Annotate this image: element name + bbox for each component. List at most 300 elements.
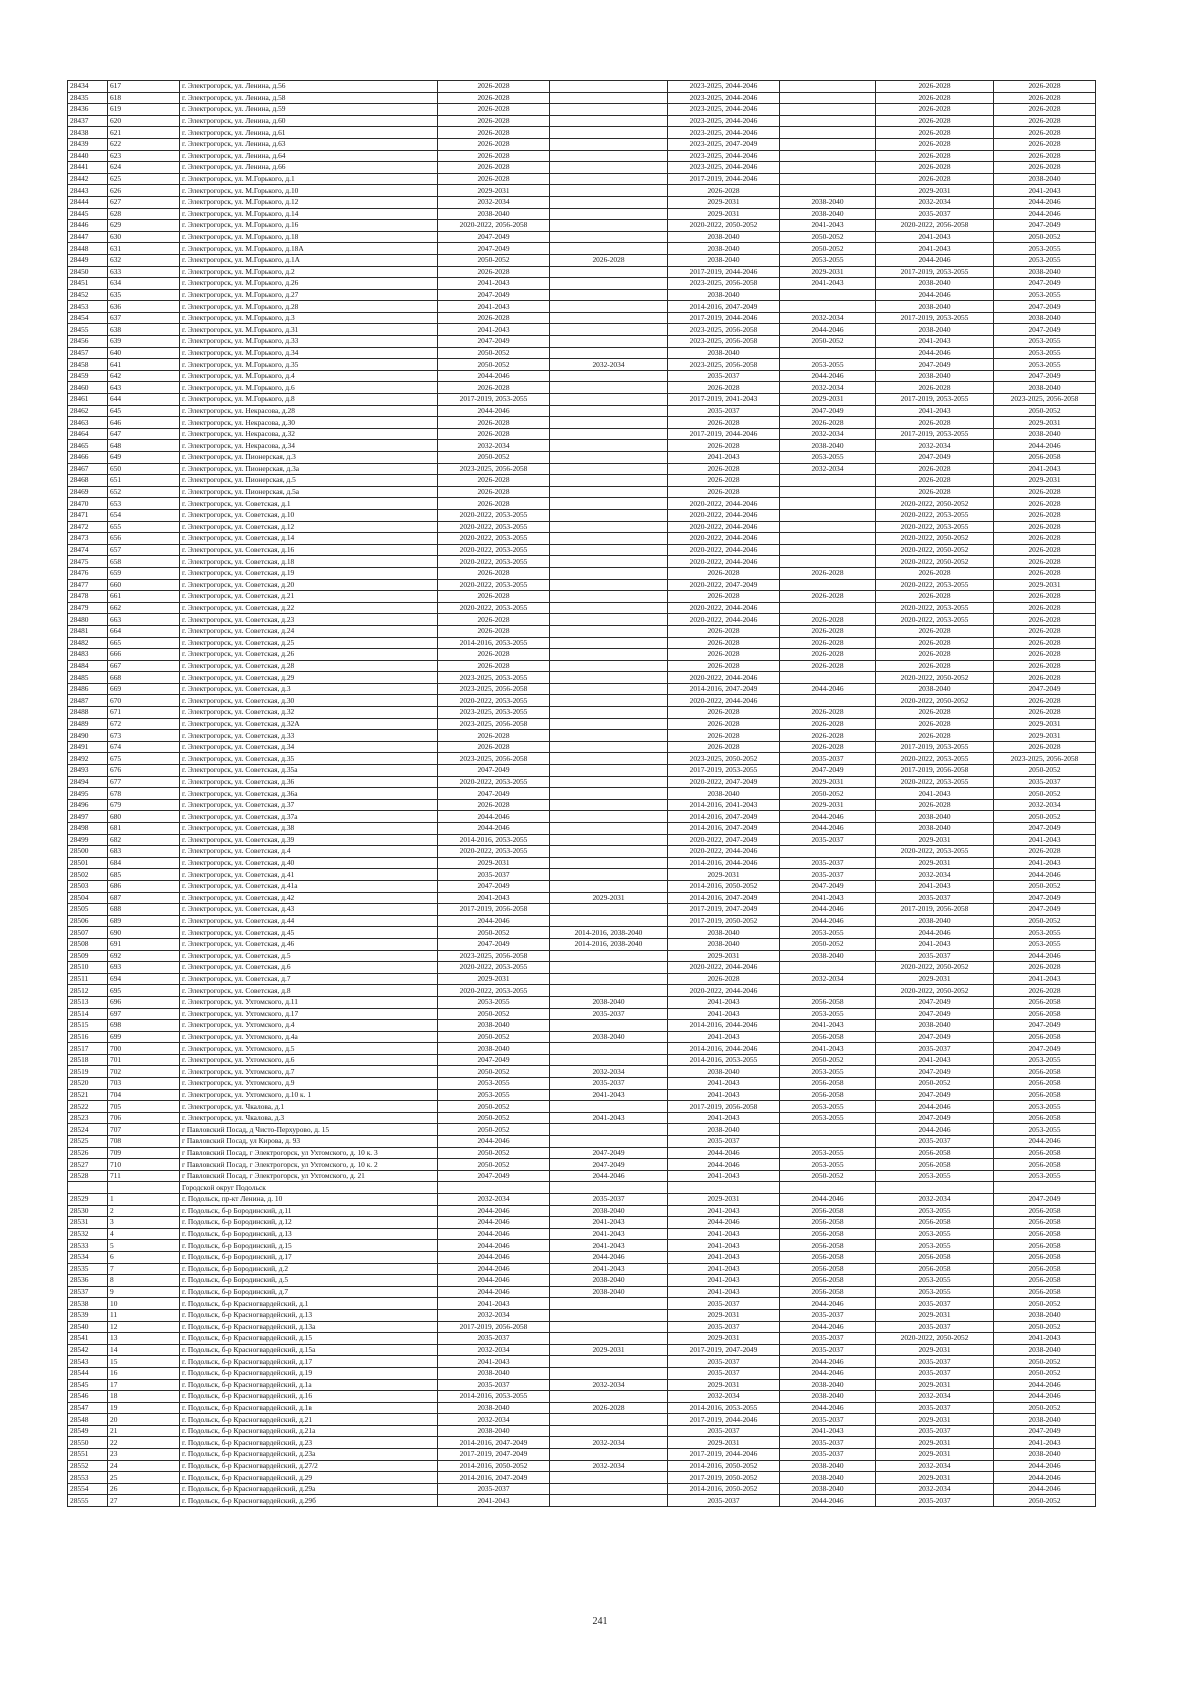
period-cell-2: 2038-2040 [550, 1275, 668, 1287]
period-cell-2: 2041-2043 [550, 1089, 668, 1101]
period-cell-6: 2029-2031 [994, 718, 1096, 730]
row-id-cell: 28528 [68, 1170, 108, 1182]
row-number-cell: 621 [108, 127, 180, 139]
period-cell-2 [550, 278, 668, 290]
row-id-cell: 28479 [68, 602, 108, 614]
period-cell-3: 2020-2022, 2047-2049 [668, 834, 780, 846]
period-cell-5: 2032-2034 [876, 1483, 994, 1495]
period-cell-2: 2041-2043 [550, 1228, 668, 1240]
period-cell-1: 2026-2028 [438, 498, 550, 510]
address-cell: г. Электрогорск, ул. М.Горького, д.33 [180, 336, 438, 348]
table-row [68, 660, 1096, 672]
period-cell-5: 2035-2037 [876, 1043, 994, 1055]
period-cell-1: 2020-2022, 2053-2055 [438, 521, 550, 533]
address-cell: г. Подольск, б-р Красногвардейский, д.19 [180, 1367, 438, 1379]
period-cell-4: 2026-2028 [780, 707, 876, 719]
address-cell: г Павловский Посад, д Чисто-Перхурово, д. 15 [180, 1124, 438, 1136]
address-cell: г. Электрогорск, ул. Советская, д.33 [180, 730, 438, 742]
period-cell-3: 2020-2022, 2044-2046 [668, 556, 780, 568]
address-cell: г. Электрогорск, ул. Советская, д.24 [180, 625, 438, 637]
period-cell-1: 2044-2046 [438, 1136, 550, 1148]
row-number-cell: 694 [108, 973, 180, 985]
period-cell-4: 2035-2037 [780, 869, 876, 881]
period-cell-1: 2050-2052 [438, 1159, 550, 1171]
period-cell-3: 2041-2043 [668, 452, 780, 464]
period-cell-4: 2056-2058 [780, 1078, 876, 1090]
period-cell-4 [780, 185, 876, 197]
period-cell-1: 2014-2016, 2053-2055 [438, 834, 550, 846]
period-cell-6: 2053-2055 [994, 336, 1096, 348]
period-cell-2 [550, 799, 668, 811]
address-cell: г. Электрогорск, ул. Ухтомского, д.4а [180, 1031, 438, 1043]
period-cell-4: 2026-2028 [780, 625, 876, 637]
address-cell: г. Электрогорск, ул. Пионерская, д.3 [180, 452, 438, 464]
row-number-cell: 668 [108, 672, 180, 684]
row-number-cell: 20 [108, 1414, 180, 1426]
period-cell-5: 2050-2052 [876, 1078, 994, 1090]
address-cell: г. Электрогорск, ул. Ленина, д.56 [180, 81, 438, 93]
address-cell: г. Электрогорск, ул. Ленина, д.63 [180, 138, 438, 150]
period-cell-1: 2044-2046 [438, 1286, 550, 1298]
period-cell-6: 2050-2052 [994, 788, 1096, 800]
period-cell-2 [550, 138, 668, 150]
period-cell-2: 2041-2043 [550, 1263, 668, 1275]
row-id-cell: 28492 [68, 753, 108, 765]
period-cell-3: 2026-2028 [668, 973, 780, 985]
address-cell: г. Электрогорск, ул. М.Горького, д.35 [180, 359, 438, 371]
row-number-cell: 711 [108, 1170, 180, 1182]
row-id-cell: 28478 [68, 591, 108, 603]
period-cell-1: 2026-2028 [438, 649, 550, 661]
period-cell-5: 2017-2019, 2053-2055 [876, 312, 994, 324]
period-cell-3: 2044-2046 [668, 1159, 780, 1171]
period-cell-3: 2026-2028 [668, 417, 780, 429]
row-number-cell: 704 [108, 1089, 180, 1101]
table-row [68, 625, 1096, 637]
period-cell-3: 2038-2040 [668, 938, 780, 950]
period-cell-5: 2026-2028 [876, 463, 994, 475]
address-cell: г. Электрогорск, ул. М.Горького, д.8 [180, 394, 438, 406]
period-cell-6: 2038-2040 [994, 428, 1096, 440]
period-cell-2 [550, 1124, 668, 1136]
period-cell-3: 2041-2043 [668, 1286, 780, 1298]
period-cell-5: 2056-2058 [876, 1159, 994, 1171]
period-cell-4: 2050-2052 [780, 788, 876, 800]
table-row [68, 811, 1096, 823]
period-cell-5: 2017-2019, 2053-2055 [876, 394, 994, 406]
row-number-cell: 654 [108, 509, 180, 521]
period-cell-6: 2041-2043 [994, 973, 1096, 985]
address-cell: г. Электрогорск, ул. Чкалова, д.3 [180, 1112, 438, 1124]
period-cell-2 [550, 834, 668, 846]
period-cell-2: 2044-2046 [550, 1170, 668, 1182]
period-cell-5: 2026-2028 [876, 417, 994, 429]
address-cell: г. Электрогорск, ул. Советская, д.39 [180, 834, 438, 846]
period-cell-1: 2053-2055 [438, 996, 550, 1008]
table-row [68, 1321, 1096, 1333]
empty-cell [668, 1182, 780, 1194]
period-cell-6: 2041-2043 [994, 1437, 1096, 1449]
address-cell: г. Электрогорск, ул. Советская, д.30 [180, 695, 438, 707]
address-cell: г. Электрогорск, ул. Советская, д.28 [180, 660, 438, 672]
period-cell-1: 2047-2049 [438, 1170, 550, 1182]
row-id-cell: 28520 [68, 1078, 108, 1090]
period-cell-6: 2050-2052 [994, 1402, 1096, 1414]
period-cell-2 [550, 533, 668, 545]
period-cell-5: 2017-2019, 2053-2055 [876, 428, 994, 440]
period-cell-1: 2020-2022, 2053-2055 [438, 579, 550, 591]
period-cell-5: 2044-2046 [876, 289, 994, 301]
period-cell-3: 2020-2022, 2044-2046 [668, 962, 780, 974]
period-cell-2 [550, 591, 668, 603]
row-number-cell: 652 [108, 486, 180, 498]
period-cell-1: 2026-2028 [438, 81, 550, 93]
period-cell-3: 2023-2025, 2044-2046 [668, 92, 780, 104]
table-row [68, 359, 1096, 371]
table-row [68, 1020, 1096, 1032]
period-cell-4: 2032-2034 [780, 463, 876, 475]
period-cell-6: 2047-2049 [994, 220, 1096, 232]
row-number-cell: 644 [108, 394, 180, 406]
address-cell: г. Электрогорск, ул. М.Горького, д.34 [180, 347, 438, 359]
row-id-cell: 28499 [68, 834, 108, 846]
period-cell-6: 2050-2052 [994, 405, 1096, 417]
table-row [68, 208, 1096, 220]
period-cell-3: 2014-2016, 2047-2049 [668, 683, 780, 695]
address-cell: г. Электрогорск, ул. М.Горького, д.1 [180, 173, 438, 185]
period-cell-4: 2056-2058 [780, 1275, 876, 1287]
table-row [68, 1031, 1096, 1043]
period-cell-3: 2023-2025, 2044-2046 [668, 81, 780, 93]
empty-cell [550, 1182, 668, 1194]
period-cell-3: 2029-2031 [668, 869, 780, 881]
period-cell-5: 2017-2019, 2053-2055 [876, 266, 994, 278]
period-cell-1: 2050-2052 [438, 1101, 550, 1113]
period-cell-5: 2053-2055 [876, 1286, 994, 1298]
row-id-cell: 28463 [68, 417, 108, 429]
row-number-cell: 23 [108, 1449, 180, 1461]
address-cell: г. Подольск, б-р Бородинский, д.15 [180, 1240, 438, 1252]
address-cell: г. Электрогорск, ул. Советская, д.20 [180, 579, 438, 591]
row-id-cell: 28544 [68, 1367, 108, 1379]
table-row [68, 741, 1096, 753]
period-cell-3: 2023-2025, 2044-2046 [668, 162, 780, 174]
period-cell-5: 2029-2031 [876, 185, 994, 197]
table-row [68, 196, 1096, 208]
period-cell-3: 2029-2031 [668, 1437, 780, 1449]
period-cell-4 [780, 672, 876, 684]
period-cell-3: 2020-2022, 2047-2049 [668, 776, 780, 788]
period-cell-3: 2035-2037 [668, 1356, 780, 1368]
row-number-cell: 27 [108, 1495, 180, 1507]
row-number-cell: 703 [108, 1078, 180, 1090]
period-cell-4: 2044-2046 [780, 1298, 876, 1310]
row-number-cell: 632 [108, 254, 180, 266]
period-cell-1: 2047-2049 [438, 336, 550, 348]
period-cell-4: 2035-2037 [780, 1449, 876, 1461]
period-cell-4: 2032-2034 [780, 973, 876, 985]
period-cell-5: 2020-2022, 2050-2052 [876, 985, 994, 997]
row-id-cell: 28555 [68, 1495, 108, 1507]
period-cell-3: 2035-2037 [668, 370, 780, 382]
period-cell-4 [780, 301, 876, 313]
row-number-cell: 697 [108, 1008, 180, 1020]
period-cell-6: 2047-2049 [994, 1020, 1096, 1032]
period-cell-2: 2041-2043 [550, 1112, 668, 1124]
period-cell-4: 2035-2037 [780, 1344, 876, 1356]
period-cell-4 [780, 475, 876, 487]
period-cell-6: 2050-2052 [994, 1495, 1096, 1507]
row-id-cell: 28481 [68, 625, 108, 637]
row-id-cell: 28455 [68, 324, 108, 336]
period-cell-2 [550, 823, 668, 835]
address-cell: г. Электрогорск, ул. Советская, д.8 [180, 985, 438, 997]
empty-cell [68, 1182, 108, 1194]
period-cell-1: 2026-2028 [438, 741, 550, 753]
table-row [68, 788, 1096, 800]
row-number-cell: 627 [108, 196, 180, 208]
row-id-cell: 28513 [68, 996, 108, 1008]
period-cell-1: 2026-2028 [438, 567, 550, 579]
period-cell-5: 2029-2031 [876, 1414, 994, 1426]
period-cell-5: 2035-2037 [876, 1425, 994, 1437]
period-cell-1: 2020-2022, 2053-2055 [438, 544, 550, 556]
row-number-cell: 699 [108, 1031, 180, 1043]
period-cell-3: 2038-2040 [668, 1124, 780, 1136]
period-cell-2 [550, 486, 668, 498]
address-cell: г. Электрогорск, ул. Ухтомского, д.17 [180, 1008, 438, 1020]
address-cell: г. Подольск, б-р Бородинский, д.13 [180, 1228, 438, 1240]
period-cell-6: 2038-2040 [994, 1344, 1096, 1356]
period-cell-3: 2038-2040 [668, 254, 780, 266]
period-cell-6: 2050-2052 [994, 1321, 1096, 1333]
period-cell-5: 2041-2043 [876, 336, 994, 348]
period-cell-2 [550, 950, 668, 962]
period-cell-5: 2035-2037 [876, 1356, 994, 1368]
period-cell-5: 2026-2028 [876, 162, 994, 174]
table-row [68, 92, 1096, 104]
period-cell-6: 2044-2046 [994, 1136, 1096, 1148]
row-number-cell: 687 [108, 892, 180, 904]
period-cell-6: 2026-2028 [994, 138, 1096, 150]
row-number-cell: 647 [108, 428, 180, 440]
period-cell-6: 2056-2058 [994, 1286, 1096, 1298]
period-cell-3: 2014-2016, 2044-2046 [668, 857, 780, 869]
table-row [68, 521, 1096, 533]
section-title: Городской округ Подольск [180, 1182, 438, 1194]
period-cell-2 [550, 1333, 668, 1345]
row-id-cell: 28490 [68, 730, 108, 742]
table-row [68, 927, 1096, 939]
table-row [68, 1286, 1096, 1298]
row-number-cell: 705 [108, 1101, 180, 1113]
period-cell-3: 2014-2016, 2050-2052 [668, 1460, 780, 1472]
period-cell-6: 2026-2028 [994, 521, 1096, 533]
address-cell: г. Электрогорск, ул. Советская, д.37 [180, 799, 438, 811]
period-cell-3: 2020-2022, 2044-2046 [668, 614, 780, 626]
period-cell-6: 2053-2055 [994, 1054, 1096, 1066]
period-cell-1: 2041-2043 [438, 892, 550, 904]
address-cell: г. Электрогорск, ул. Чкалова, д.1 [180, 1101, 438, 1113]
period-cell-2 [550, 730, 668, 742]
row-number-cell: 4 [108, 1228, 180, 1240]
address-cell: г. Электрогорск, ул. Некрасова, д.32 [180, 428, 438, 440]
period-cell-4: 2038-2040 [780, 1460, 876, 1472]
period-cell-2 [550, 1414, 668, 1426]
row-id-cell: 28484 [68, 660, 108, 672]
row-number-cell: 19 [108, 1402, 180, 1414]
period-cell-6: 2053-2055 [994, 1101, 1096, 1113]
period-cell-4: 2056-2058 [780, 1251, 876, 1263]
row-number-cell: 17 [108, 1379, 180, 1391]
row-id-cell: 28465 [68, 440, 108, 452]
table-row [68, 1275, 1096, 1287]
period-cell-1: 2041-2043 [438, 324, 550, 336]
period-cell-6: 2044-2046 [994, 869, 1096, 881]
period-cell-4: 2029-2031 [780, 776, 876, 788]
period-cell-1: 2044-2046 [438, 370, 550, 382]
period-cell-1: 2029-2031 [438, 857, 550, 869]
address-cell: г. Электрогорск, ул. Советская, д.43 [180, 904, 438, 916]
table-row [68, 602, 1096, 614]
table-row [68, 1159, 1096, 1171]
period-cell-6: 2029-2031 [994, 730, 1096, 742]
period-cell-4: 2053-2055 [780, 1147, 876, 1159]
row-number-cell: 673 [108, 730, 180, 742]
row-number-cell: 633 [108, 266, 180, 278]
row-id-cell: 28501 [68, 857, 108, 869]
period-cell-2 [550, 614, 668, 626]
address-cell: г. Электрогорск, ул. Ленина, д.59 [180, 104, 438, 116]
period-cell-2 [550, 440, 668, 452]
period-cell-1: 2020-2022, 2053-2055 [438, 962, 550, 974]
period-cell-6: 2056-2058 [994, 1159, 1096, 1171]
address-cell: г. Электрогорск, ул. Советская, д.32 [180, 707, 438, 719]
period-cell-5: 2041-2043 [876, 880, 994, 892]
row-id-cell: 28496 [68, 799, 108, 811]
table-row [68, 312, 1096, 324]
row-number-cell: 679 [108, 799, 180, 811]
period-cell-3: 2026-2028 [668, 440, 780, 452]
period-cell-3: 2041-2043 [668, 1170, 780, 1182]
period-cell-3: 2017-2019, 2044-2046 [668, 428, 780, 440]
address-cell: г. Электрогорск, ул. М.Горького, д.16 [180, 220, 438, 232]
period-cell-4: 2056-2058 [780, 1286, 876, 1298]
row-id-cell: 28517 [68, 1043, 108, 1055]
table-row [68, 220, 1096, 232]
row-id-cell: 28489 [68, 718, 108, 730]
period-cell-6: 2029-2031 [994, 475, 1096, 487]
period-cell-4: 2056-2058 [780, 1089, 876, 1101]
row-id-cell: 28522 [68, 1101, 108, 1113]
row-id-cell: 28539 [68, 1309, 108, 1321]
period-cell-6: 2026-2028 [994, 846, 1096, 858]
row-id-cell: 28546 [68, 1391, 108, 1403]
period-cell-1: 2044-2046 [438, 915, 550, 927]
table-row [68, 289, 1096, 301]
period-cell-6: 2056-2058 [994, 1147, 1096, 1159]
table-row [68, 718, 1096, 730]
period-cell-6: 2038-2040 [994, 266, 1096, 278]
table-row [68, 1217, 1096, 1229]
period-cell-4 [780, 162, 876, 174]
period-cell-5: 2026-2028 [876, 81, 994, 93]
row-number-cell: 11 [108, 1309, 180, 1321]
period-cell-2 [550, 788, 668, 800]
row-id-cell: 28545 [68, 1379, 108, 1391]
period-cell-5: 2020-2022, 2053-2055 [876, 509, 994, 521]
address-cell: г. Электрогорск, ул. Советская, д.25 [180, 637, 438, 649]
row-id-cell: 28461 [68, 394, 108, 406]
row-number-cell: 7 [108, 1263, 180, 1275]
table-row [68, 753, 1096, 765]
period-cell-3: 2035-2037 [668, 1495, 780, 1507]
period-cell-4: 2026-2028 [780, 591, 876, 603]
table-row [68, 1078, 1096, 1090]
table-row [68, 904, 1096, 916]
period-cell-6: 2041-2043 [994, 463, 1096, 475]
table-row [68, 695, 1096, 707]
row-id-cell: 28538 [68, 1298, 108, 1310]
period-cell-2 [550, 1356, 668, 1368]
period-cell-5: 2038-2040 [876, 811, 994, 823]
period-cell-6: 2041-2043 [994, 185, 1096, 197]
period-cell-1: 2026-2028 [438, 92, 550, 104]
address-cell: г. Подольск, б-р Красногвардейский, д.1в [180, 1402, 438, 1414]
table-row [68, 370, 1096, 382]
period-cell-1: 2038-2040 [438, 1402, 550, 1414]
period-cell-2 [550, 602, 668, 614]
row-id-cell: 28476 [68, 567, 108, 579]
row-id-cell: 28453 [68, 301, 108, 313]
address-cell: г. Электрогорск, ул. Советская, д.19 [180, 567, 438, 579]
period-cell-3: 2017-2019, 2050-2052 [668, 915, 780, 927]
period-cell-6: 2050-2052 [994, 880, 1096, 892]
period-cell-5: 2044-2046 [876, 254, 994, 266]
row-number-cell: 637 [108, 312, 180, 324]
period-cell-5: 2026-2028 [876, 591, 994, 603]
period-cell-2 [550, 846, 668, 858]
row-number-cell: 619 [108, 104, 180, 116]
row-id-cell: 28504 [68, 892, 108, 904]
period-cell-3: 2017-2019, 2041-2043 [668, 394, 780, 406]
period-cell-5: 2032-2034 [876, 440, 994, 452]
address-cell: г Павловский Посад, ул Кирова, д. 93 [180, 1136, 438, 1148]
period-cell-3: 2023-2025, 2047-2049 [668, 138, 780, 150]
period-cell-1: 2020-2022, 2053-2055 [438, 985, 550, 997]
period-cell-3: 2026-2028 [668, 475, 780, 487]
row-number-cell: 685 [108, 869, 180, 881]
period-cell-6: 2038-2040 [994, 173, 1096, 185]
table-row [68, 394, 1096, 406]
row-id-cell: 28483 [68, 649, 108, 661]
period-cell-5: 2026-2028 [876, 625, 994, 637]
period-cell-2: 2041-2043 [550, 1217, 668, 1229]
period-cell-2 [550, 857, 668, 869]
period-cell-6: 2056-2058 [994, 996, 1096, 1008]
period-cell-2 [550, 1425, 668, 1437]
period-cell-2 [550, 695, 668, 707]
period-cell-2: 2032-2034 [550, 1460, 668, 1472]
period-cell-6: 2047-2049 [994, 1194, 1096, 1206]
period-cell-3: 2026-2028 [668, 707, 780, 719]
table-row [68, 1054, 1096, 1066]
period-cell-6: 2044-2046 [994, 1379, 1096, 1391]
period-cell-4 [780, 544, 876, 556]
period-cell-6: 2026-2028 [994, 707, 1096, 719]
period-cell-3: 2035-2037 [668, 405, 780, 417]
table-row [68, 672, 1096, 684]
